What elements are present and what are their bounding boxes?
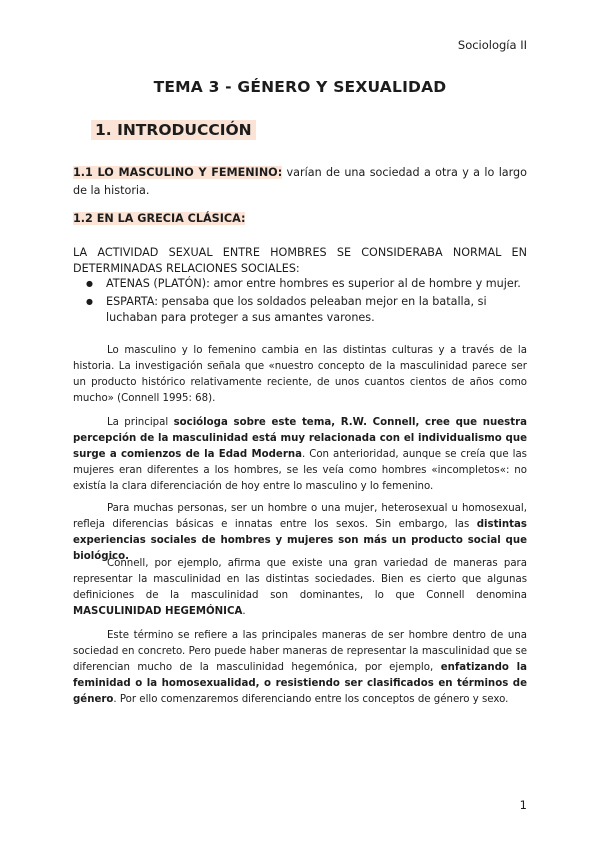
- subsection-1-2: [73, 212, 527, 225]
- subsection-1-1: [73, 164, 527, 200]
- paragraph-2: [73, 415, 527, 495]
- subsection-1-1-label: 1.1 LO MASCULINO Y FEMENINO:: [73, 166, 283, 179]
- bullet-item-atenas: ● ATENAS (PLATÓN): amor entre hombres es superior al de hombre y mujer.: [85, 276, 527, 292]
- bullet-list: [85, 276, 527, 328]
- paragraph-5-text-a: Este término se refiere a las principales maneras de ser hombre dentro de una sociedad en concreto. Pero puede haber maneras de representar la masculinidad que se diferencian mucho de la masculinidad hegemónica, por ejemplo,: [73, 630, 527, 673]
- paragraph-4-text-a: Connell, por ejemplo, afirma que existe una gran variedad de maneras para representar la masculinidad en las distintas sociedades. Bien es cierto que algunas definiciones de la masculinidad son dominantes, lo que Connell denomina: [73, 558, 527, 601]
- subsection-1-2-label: 1.2 EN LA GRECIA CLÁSICA:: [73, 212, 246, 225]
- paragraph-4-bold: MASCULINIDAD HEGEMÓNICA: [73, 606, 243, 617]
- caps-paragraph: LA ACTIVIDAD SEXUAL ENTRE HOMBRES SE CONSIDERABA NORMAL EN DETERMINADAS RELACIONES SOCIALES:: [73, 246, 527, 275]
- paragraph-2-text-c: . Con anterioridad, aunque se creía que las mujeres eran diferentes a los hombres, se les veía como hombres «incompletos«: no existía la clara diferenciación de hoy entre lo masculino y lo femenino.: [73, 449, 527, 492]
- paragraph-5: [73, 628, 527, 708]
- paragraph-3-bold: distintas experiencias sociales de hombres y mujeres son más un producto social que biológico.: [73, 519, 527, 562]
- bullet-item-esparta: ● ESPARTA: pensaba que los soldados peleaban mejor en la batalla, si luchaban para proteger a sus amantes varones.: [85, 294, 527, 326]
- page-title: TEMA 3 - GÉNERO Y SEXUALIDAD: [153, 78, 447, 96]
- paragraph-3-text-a: Para muchas personas, ser un hombre o una mujer, heterosexual u homosexual, refleja diferencias básicas e innatas entre los sexos. Sin embargo, las: [73, 503, 527, 530]
- paragraph-5-text-c: . Por ello comenzaremos diferenciando entre los conceptos de género y sexo.: [113, 694, 509, 705]
- paragraph-1: Lo masculino y lo femenino cambia en las distintas culturas y a través de la historia. La investigación señala que «nuestro concepto de la masculinidad parece ser un producto histórico relativamente reciente, de unos cuantos cientos de años como mucho» (Connell 1995: 68).: [73, 345, 527, 404]
- paragraph-4: [73, 556, 527, 620]
- page-number: 1: [519, 798, 527, 812]
- section-heading: 1. INTRODUCCIÓN: [91, 120, 256, 140]
- paragraph-2-text-a: La principal: [107, 417, 174, 428]
- paragraph-5-bold: enfatizando la feminidad o la homosexualidad, o resistiendo ser clasificados en términos de género: [73, 662, 527, 705]
- paragraph-2-bold: socióloga sobre este tema, R.W. Connell, cree que nuestra percepción de la masculinidad está muy relacionada con el individualismo que surge a comienzos de la Edad Moderna: [73, 417, 528, 460]
- course-header: Sociología II: [457, 38, 527, 52]
- subsection-1-1-text: varían de una sociedad a otra y a lo largo de la historia.: [73, 166, 528, 197]
- paragraph-4-text-c: .: [242, 606, 246, 617]
